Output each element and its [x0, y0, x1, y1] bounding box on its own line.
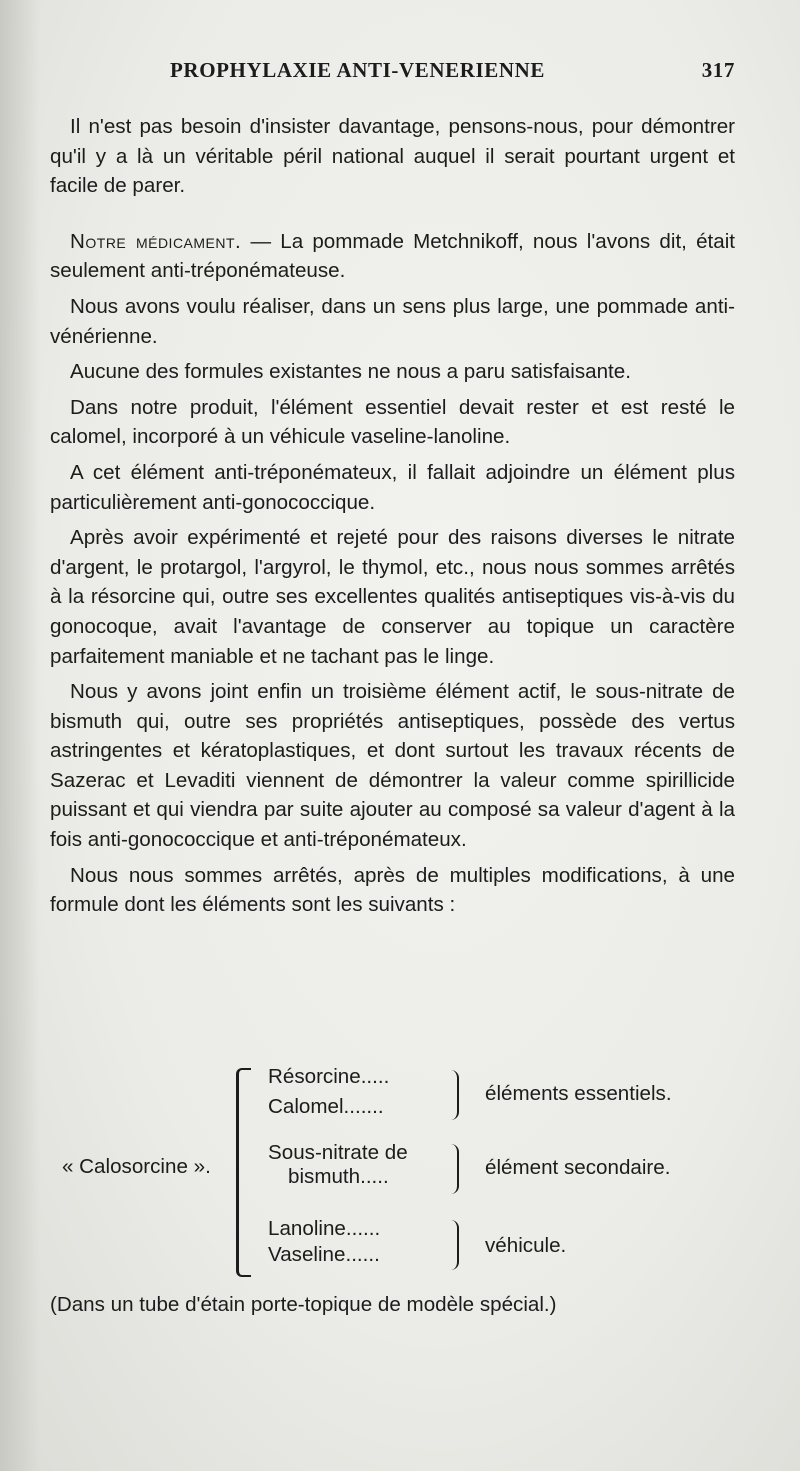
page-gutter-shadow: [0, 0, 40, 1471]
paragraph-text: — La pommade Metchnikoff, nous l'avons dit, était seulement anti-tréponémateuse.: [50, 229, 735, 283]
paragraph: [50, 227, 735, 286]
group-brace: [450, 1220, 459, 1270]
ingredient: Vaseline......: [268, 1243, 380, 1266]
ingredient: Résorcine.....: [268, 1065, 390, 1088]
paragraph: Nous nous sommes arrêtés, après de multiples modifications, à une formule dont les éléments sont les suivants :: [50, 863, 735, 917]
ingredient: bismuth.....: [288, 1165, 389, 1188]
ingredient: Lanoline......: [268, 1217, 381, 1240]
paragraph: Nous y avons joint enfin un troisième élément actif, le sous-nitrate de bismuth qui, outre ses propriétés antiseptiques, possède des vertus astringentes et kératoplastiques, et dont surtout les travaux récents de Sazerac et Levaditi viennent de démontrer la valeur comme spirillicide puissant et qui viendra par suite ajouter au composé sa valeur d'agent à la fois anti-gonococcique et anti-tréponémateux.: [50, 680, 735, 852]
large-brace: [236, 1068, 251, 1277]
ingredient-role: élément secondaire.: [485, 1156, 671, 1179]
paragraph: Dans notre produit, l'élément essentiel devait rester et est resté le calomel, incorporé à un véhicule vaseline-lanoline.: [50, 395, 735, 449]
running-title: PROPHYLAXIE ANTI-VENERIENNE: [170, 58, 545, 82]
paragraph: Aucune des formules existantes ne nous a paru satisfaisante.: [70, 360, 631, 384]
formula-name: « Calosorcine ».: [62, 1155, 211, 1178]
paragraph: Nous avons voulu réaliser, dans un sens plus large, une pommade anti-vénérienne.: [50, 294, 735, 348]
page-number: 317: [701, 58, 735, 82]
ingredient: Sous-nitrate de: [268, 1141, 408, 1164]
paragraph: Après avoir expérimenté et rejeté pour des raisons diverses le nitrate d'argent, le protargol, l'argyrol, le thymol, etc., nous nous sommes arrêtés à la résorcine qui, outre ses excellentes qualités antiseptiques vis-à-vis du gonocoque, avait l'avantage de conserver au topique un caractère parfaitement maniable et ne tachant pas le linge.: [50, 526, 735, 668]
paragraph: Il n'est pas besoin d'insister davantage, pensons-nous, pour démontrer qu'il y a là un véritable péril national auquel il serait pourtant urgent et facile de parer.: [50, 115, 735, 198]
group-brace: [450, 1070, 459, 1120]
footnote: (Dans un tube d'étain porte-topique de modèle spécial.): [50, 1293, 557, 1316]
section-lead: Notre médicament.: [70, 229, 242, 253]
formula-table: [50, 1060, 740, 1285]
ingredient-role: véhicule.: [485, 1234, 567, 1257]
ingredient: Calomel.......: [268, 1095, 384, 1118]
running-header: [170, 58, 735, 88]
ingredient-role: éléments essentiels.: [485, 1082, 672, 1105]
paragraph: A cet élément anti-tréponémateux, il fallait adjoindre un élément plus particulièrement anti-gonococcique.: [50, 460, 735, 514]
body-text: [50, 112, 735, 920]
group-brace: [450, 1144, 459, 1194]
